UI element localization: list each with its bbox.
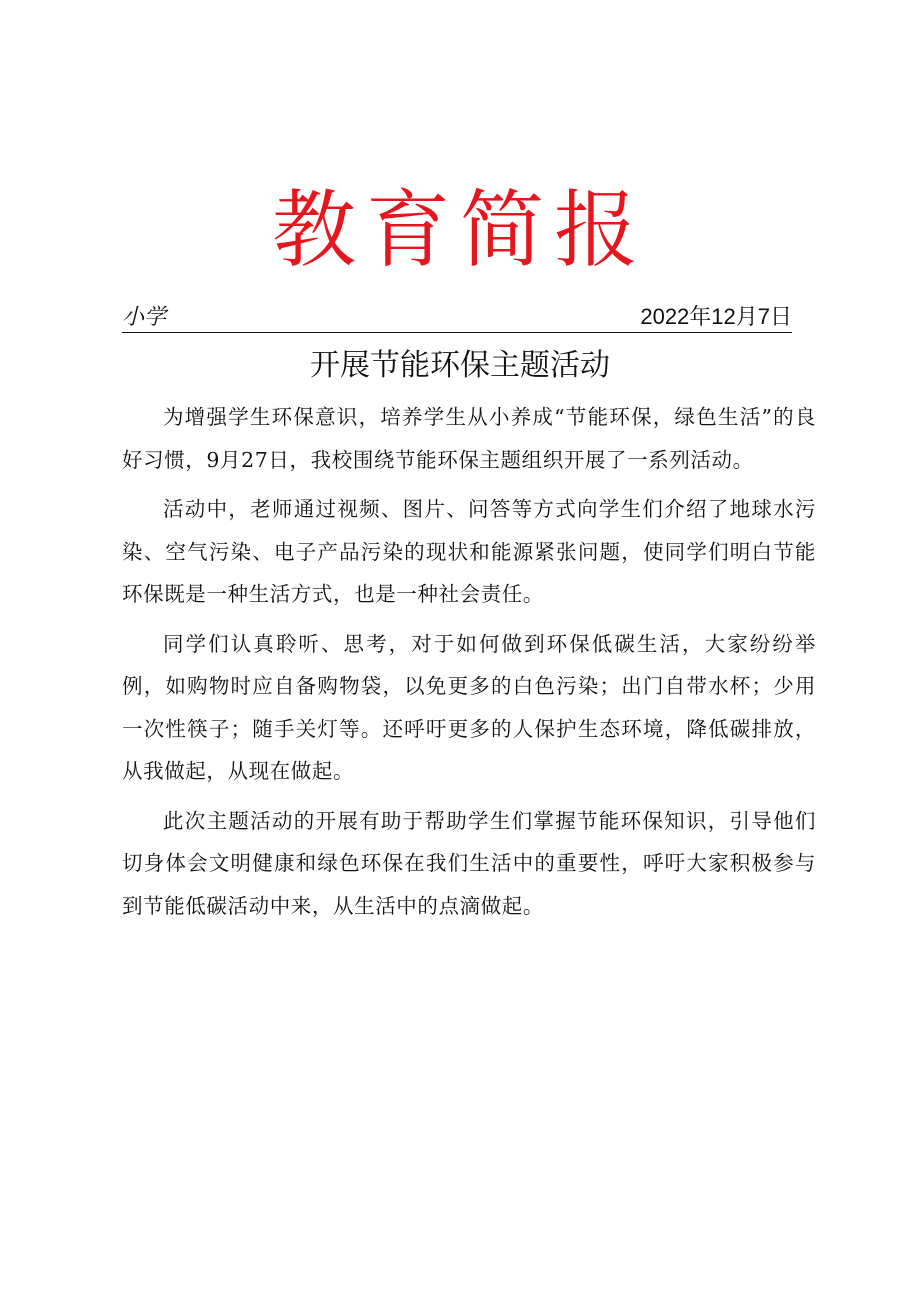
issue-meta-line	[122, 302, 792, 333]
article-body	[122, 396, 816, 934]
article-paragraph: 同学们认真聆听、思考，对于如何做到环保低碳生活，大家纷纷举例，如购物时应自备购物袋，以免更多的白色污染；出门自带水杯；少用一次性筷子；随手关灯等。还呼吁更多的人保护生态环境，降低碳排放，从我做起，从现在做起。	[122, 631, 816, 783]
article-paragraph: 此次主题活动的开展有助于帮助学生们掌握节能环保知识，引导他们切身体会文明健康和绿色环保在我们生活中的重要性，呼吁大家积极参与到节能低碳活动中来，从生活中的点滴做起。	[122, 808, 816, 918]
article-paragraph: 为增强学生环保意识，培养学生从小养成“节能环保，绿色生活”的良好习惯，9月27日，我校围绕节能环保主题组织开展了一系列活动。	[122, 405, 816, 472]
masthead-title: 教育简报	[271, 181, 648, 279]
article-paragraph: 活动中，老师通过视频、图片、问答等方式向学生们介绍了地球水污染、空气污染、电子产品污染的现状和能源紧张问题，使同学们明白节能环保既是一种生活方式，也是一种社会责任。	[122, 497, 816, 606]
school-label: 小学	[122, 304, 167, 329]
article-title: 开展节能环保主题活动	[310, 348, 610, 383]
issue-date: 2022年12月7日	[640, 304, 792, 329]
